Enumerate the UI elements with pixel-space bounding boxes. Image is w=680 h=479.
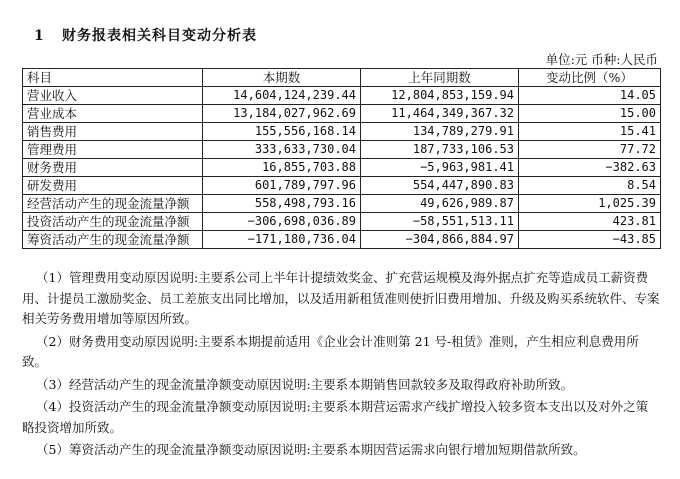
current-period-value: 601,789,797.96: [203, 177, 361, 195]
section-title: [34, 25, 257, 45]
row-label: 管理费用: [23, 141, 203, 159]
prior-year-value: 49,626,989.87: [361, 195, 519, 213]
change-ratio-value: 77.72: [519, 141, 661, 159]
prior-year-value: 187,733,106.53: [361, 141, 519, 159]
prior-year-value: 12,804,853,159.94: [361, 87, 519, 105]
change-ratio-value: 423.81: [519, 213, 661, 231]
change-ratio-value: 15.41: [519, 123, 661, 141]
note-paragraph: （3）经营活动产生的现金流量净额变动原因说明:主要系本期销售回款较多及取得政府补助所致。: [36, 376, 574, 392]
section-number: 1: [34, 28, 45, 44]
change-explanation-notes: [22, 268, 660, 463]
financial-change-table: [22, 68, 661, 249]
note-paragraph: （5）筹资活动产生的现金流量净额变动原因说明:主要系本期因营运需求向银行增加短期借款所致。: [36, 442, 586, 457]
change-ratio-value: 8.54: [519, 177, 661, 195]
current-period-value: 333,633,730.04: [203, 141, 361, 159]
row-label: 经营活动产生的现金流量净额: [23, 195, 203, 213]
change-ratio-value: −43.85: [519, 231, 661, 249]
row-label: 筹资活动产生的现金流量净额: [23, 231, 203, 249]
current-period-value: 13,184,027,962.69: [203, 105, 361, 123]
table-row: [23, 231, 661, 249]
note-paragraph: （2）财务费用变动原因说明:主要系本期提前适用《企业会计准则第 21 号-租赁》准则，产生相应利息费用所致。: [22, 333, 639, 369]
current-period-value: 155,556,168.14: [203, 123, 361, 141]
table-row: [23, 123, 661, 141]
row-label: 营业收入: [23, 87, 203, 105]
prior-year-value: 134,789,279.91: [361, 123, 519, 141]
row-label: 财务费用: [23, 159, 203, 177]
change-ratio-value: −382.63: [519, 159, 661, 177]
current-period-value: −306,698,036.89: [203, 213, 361, 231]
column-header-subject: 科目: [23, 69, 203, 87]
note-paragraph: （4）投资活动产生的现金流量净额变动原因说明:主要系本期营运需求产线扩增投入较多资本支出以及对外之策略投资增加所致。: [22, 399, 649, 435]
table-row: [23, 195, 661, 213]
column-header-current-period: 本期数: [203, 69, 361, 87]
current-period-value: −171,180,736.04: [203, 231, 361, 249]
prior-year-value: 554,447,890.83: [361, 177, 519, 195]
current-period-value: 16,855,703.88: [203, 159, 361, 177]
column-header-change-ratio: 变动比例（%）: [519, 69, 661, 87]
table-row: [23, 141, 661, 159]
change-ratio-value: 1,025.39: [519, 195, 661, 213]
row-label: 营业成本: [23, 105, 203, 123]
table-row: [23, 213, 661, 231]
prior-year-value: 11,464,349,367.32: [361, 105, 519, 123]
note-paragraph: （1）管理费用变动原因说明:主要系公司上半年计提绩效奖金、扩充营运规模及海外据点扩充等造成员工薪资费用、计提员工激励奖金、员工差旅支出同比增加，以及适用新租赁准则使折旧费用增加、升级及购买系统软件、专案相关劳务费用增加等原因所致。: [22, 270, 660, 326]
table-row: [23, 105, 661, 123]
table-header-row: [23, 69, 661, 87]
prior-year-value: −58,551,513.11: [361, 213, 519, 231]
unit-currency-line: 单位:元 币种:人民币: [545, 52, 658, 67]
prior-year-value: −304,866,884.97: [361, 231, 519, 249]
table-row: [23, 87, 661, 105]
table-row: [23, 159, 661, 177]
current-period-value: 558,498,793.16: [203, 195, 361, 213]
row-label: 投资活动产生的现金流量净额: [23, 213, 203, 231]
table-row: [23, 177, 661, 195]
column-header-prior-year-period: 上年同期数: [361, 69, 519, 87]
prior-year-value: −5,963,981.41: [361, 159, 519, 177]
row-label: 销售费用: [23, 123, 203, 141]
section-title-text: 财务报表相关科目变动分析表: [62, 28, 257, 44]
current-period-value: 14,604,124,239.44: [203, 87, 361, 105]
change-ratio-value: 15.00: [519, 105, 661, 123]
change-ratio-value: 14.05: [519, 87, 661, 105]
row-label: 研发费用: [23, 177, 203, 195]
